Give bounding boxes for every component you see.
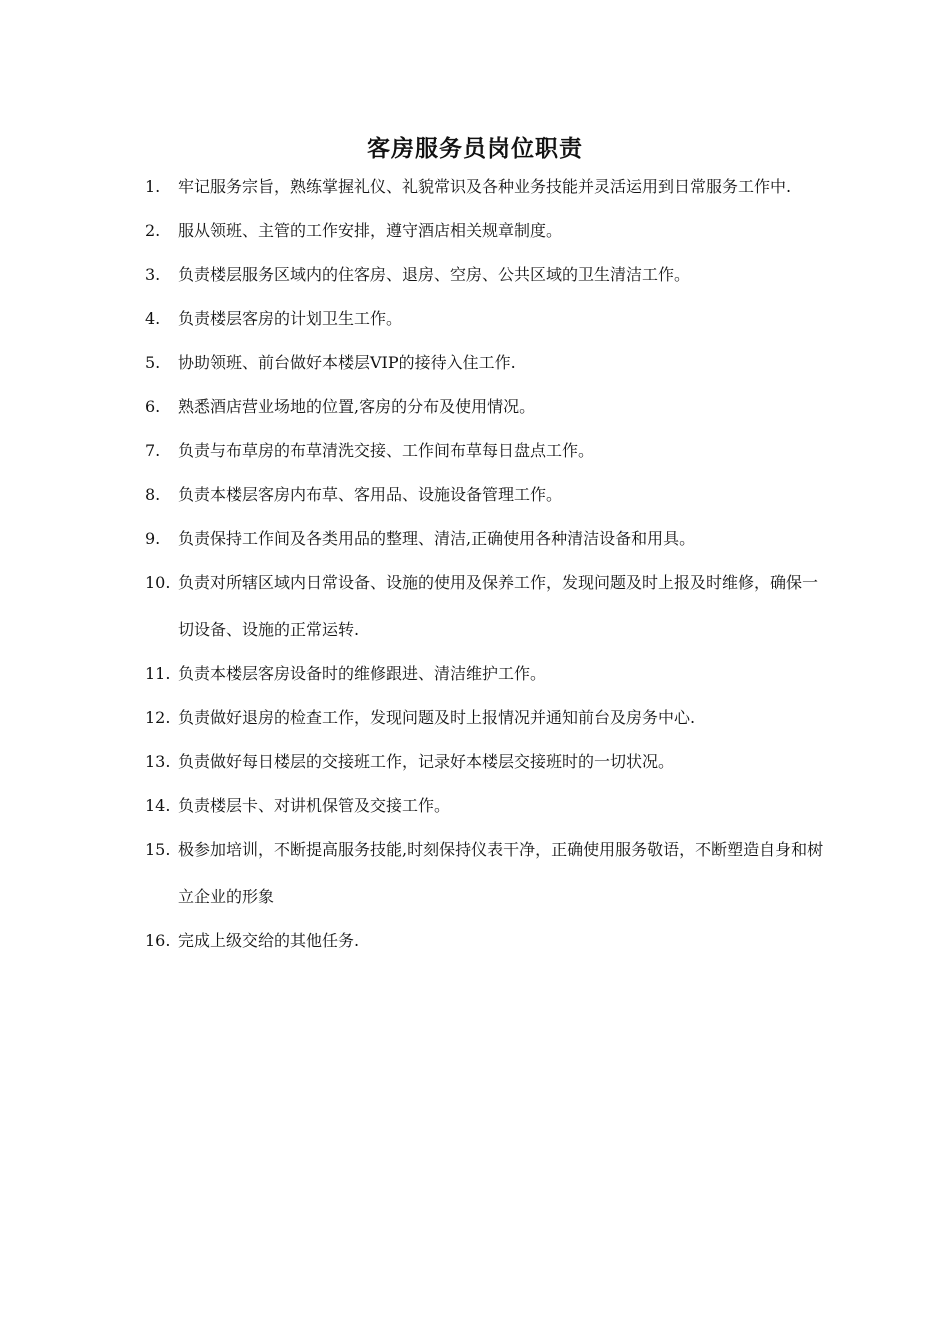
duty-text: 协助领班、前台做好本楼层VIP的接待入住工作. xyxy=(178,353,516,372)
duty-item xyxy=(145,926,825,955)
duty-item xyxy=(145,348,825,377)
duty-item xyxy=(145,260,825,289)
duty-text: 负责本楼层客房设备时的维修跟进、清洁维护工作。 xyxy=(178,664,547,683)
duty-text: 负责保持工作间及各类用品的整理、清洁,正确使用各种清洁设备和用具。 xyxy=(178,529,696,548)
duty-number: 12. xyxy=(145,708,171,727)
document-title: 客房服务员岗位职责 xyxy=(367,136,583,162)
duty-item xyxy=(145,747,825,776)
duty-item xyxy=(145,659,825,688)
duty-item xyxy=(145,826,825,920)
duty-text: 负责与布草房的布草清洗交接、工作间布草每日盘点工作。 xyxy=(178,441,595,460)
duty-item xyxy=(145,392,825,421)
duty-item xyxy=(145,703,825,732)
duty-number: 8. xyxy=(145,485,161,504)
duty-item xyxy=(145,791,825,820)
duty-number: 9. xyxy=(145,529,161,548)
duty-number: 15. xyxy=(145,840,171,859)
duty-text: 负责楼层服务区域内的住客房、退房、空房、公共区域的卫生清洁工作。 xyxy=(178,265,691,284)
duty-text: 负责做好每日楼层的交接班工作，记录好本楼层交接班时的一切状况。 xyxy=(178,752,675,771)
duty-text: 服从领班、主管的工作安排，遵守酒店相关规章制度。 xyxy=(178,221,563,240)
duty-text: 负责楼层客房的计划卫生工作。 xyxy=(178,309,403,328)
duty-item xyxy=(145,216,825,245)
duty-text: 熟悉酒店营业场地的位置,客房的分布及使用情况。 xyxy=(178,397,536,416)
duty-item xyxy=(145,480,825,509)
duty-text: 负责楼层卡、对讲机保管及交接工作。 xyxy=(178,796,451,815)
duty-number: 16. xyxy=(145,931,171,950)
duty-text: 负责做好退房的检查工作，发现问题及时上报情况并通知前台及房务中心. xyxy=(178,708,696,727)
duty-number: 2. xyxy=(145,221,161,240)
duty-text: 完成上级交给的其他任务. xyxy=(178,931,360,950)
duty-number: 7. xyxy=(145,441,161,460)
duty-number: 4. xyxy=(145,309,161,328)
duty-item xyxy=(145,524,825,553)
duty-number: 10. xyxy=(145,573,171,592)
duty-text: 负责对所辖区域内日常设备、设施的使用及保养工作，发现问题及时上报及时维修，确保一切设备、设施的正常运转. xyxy=(178,573,819,639)
duty-number: 3. xyxy=(145,265,161,284)
duty-list xyxy=(145,172,825,970)
duty-item xyxy=(145,163,825,210)
duty-number: 1. xyxy=(145,177,161,196)
duty-number: 11. xyxy=(145,664,171,683)
duty-text: 极参加培训，不断提高服务技能,时刻保持仪表干净，正确使用服务敬语，不断塑造自身和树立企业的形象 xyxy=(178,840,824,906)
duty-number: 6. xyxy=(145,397,161,416)
duty-number: 14. xyxy=(145,796,171,815)
duty-text: 负责本楼层客房内布草、客用品、设施设备管理工作。 xyxy=(178,485,563,504)
duty-item xyxy=(145,559,825,653)
duty-item xyxy=(145,304,825,333)
duty-text: 牢记服务宗旨，熟练掌握礼仪、礼貌常识及各种业务技能并灵活运用到日常服务工作中. xyxy=(178,177,792,196)
duty-number: 5. xyxy=(145,353,161,372)
duty-item xyxy=(145,436,825,465)
duty-number: 13. xyxy=(145,752,171,771)
